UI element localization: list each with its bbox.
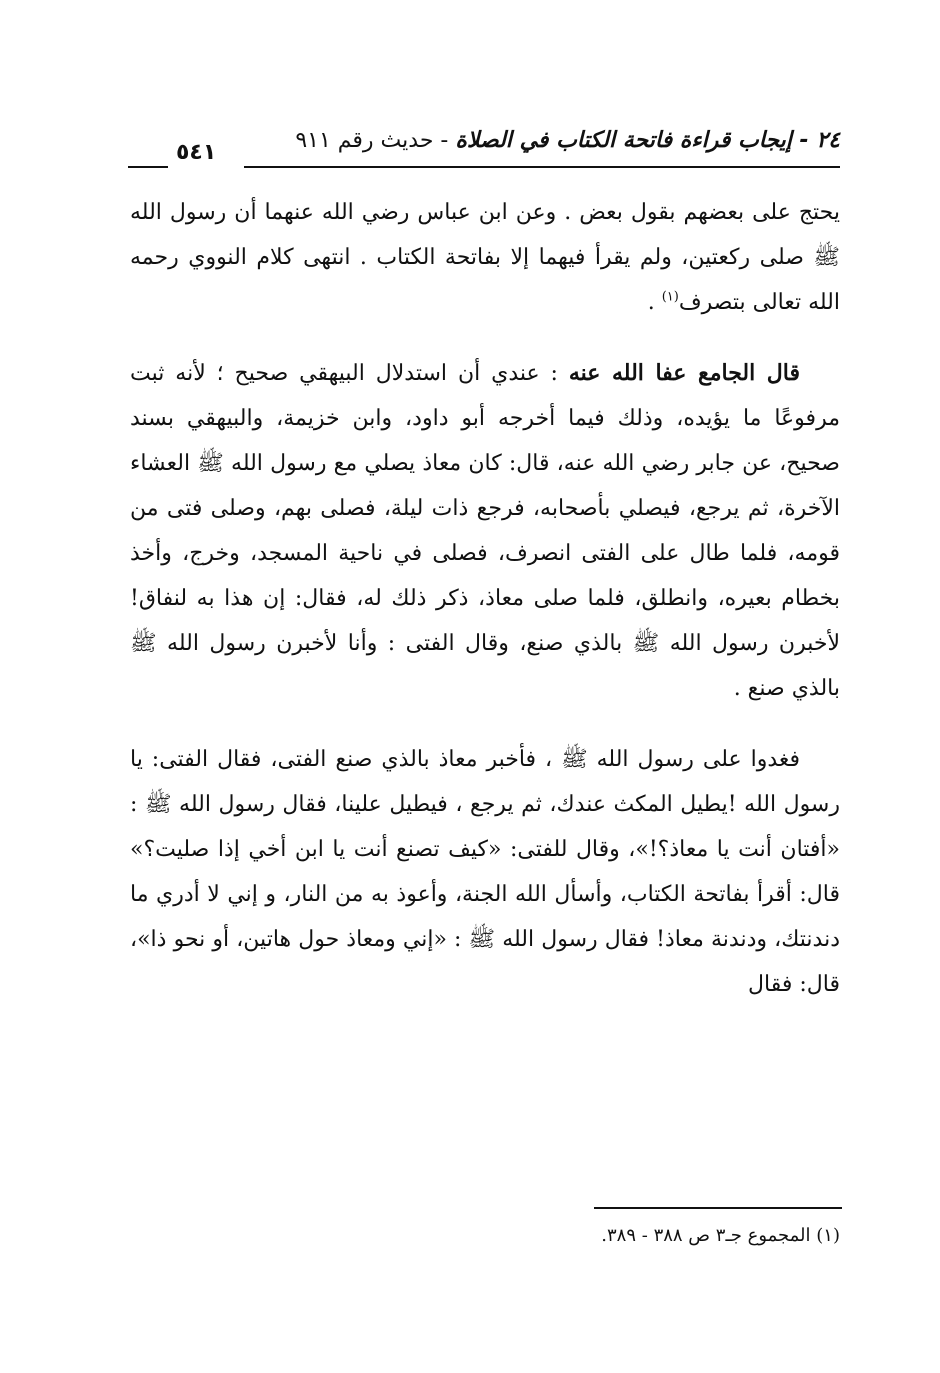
footnote-reference[interactable]: (١) [661,289,679,305]
paragraph-1 [130,190,840,325]
hadith-number: - حديث رقم ٩١١ [295,128,456,153]
paragraph-1-end: . [647,290,662,315]
paragraph-2-lead: قال الجامع عفا الله عنه [568,360,800,386]
paragraph-2 [130,351,840,711]
chapter-title [295,128,840,153]
footnote-rule [594,1207,842,1209]
chapter-name: ٢٤ - إيجاب قراءة فاتحة الكتاب في الصلاة [455,128,840,153]
paragraph-3-text: فغدوا على رسول الله ﷺ ، فأخبر معاذ بالذي صنع الفتى، فقال الفتى: يا رسول الله !يطيل المكث عندك، ثم يرجع ، فيطيل علينا، فقال رسول الله ﷺ : «أفتان أنت يا معاذ؟!»، وقال للفتى: «كيف تصنع أنت يا ابن أخي إذا صليت؟» قال: أقرأ بفاتحة الكتاب، وأسأل الله الجنة، وأعوذ به من النار، و إني لا أدري ما دندنتك، ودندنة معاذ! فقال رسول الله ﷺ : «إني ومعاذ حول هاتين، أو نحو ذا»، قال: فقال [130,747,840,997]
main-text [130,190,840,1033]
paragraph-3 [130,737,840,1007]
page-number: ٥٤١ [176,140,217,165]
header-rule [244,166,840,168]
footnote: (١) المجموع جـ٣ ص ٣٨٨ - ٣٨٩. [601,1225,840,1246]
paragraph-1-text: يحتج على بعضهم بقول بعض . وعن ابن عباس رضي الله عنهما أن رسول الله ﷺ صلى ركعتين، ولم يقرأ فيهما إلا بفاتحة الكتاب . انتهى كلام النووي رحمه الله تعالى بتصرف [130,200,840,315]
running-header [128,128,840,168]
paragraph-2-text: : عندي أن استدلال البيهقي صحيح ؛ لأنه ثبت مرفوعًا ما يؤيده، وذلك فيما أخرجه أبو داود، وابن خزيمة، والبيهقي بسند صحيح، عن جابر رضي الله عنه، قال: كان معاذ يصلي مع رسول الله ﷺ العشاء الآخرة، ثم يرجع، فيصلي بأصحابه، فرجع ذات ليلة، فصلى بهم، وصلى فتى من قومه، فلما طال على الفتى انصرف، فصلى في ناحية المسجد، وخرج، وأخذ بخطام بعيره، وانطلق، فلما صلى معاذ، ذكر ذلك له، فقال: إن هذا به لنفاق! لأخبرن رسول الله ﷺ بالذي صنع، وقال الفتى : وأنا لأخبرن رسول الله ﷺ بالذي صنع . [130,361,840,701]
page-number-dash [128,166,168,168]
